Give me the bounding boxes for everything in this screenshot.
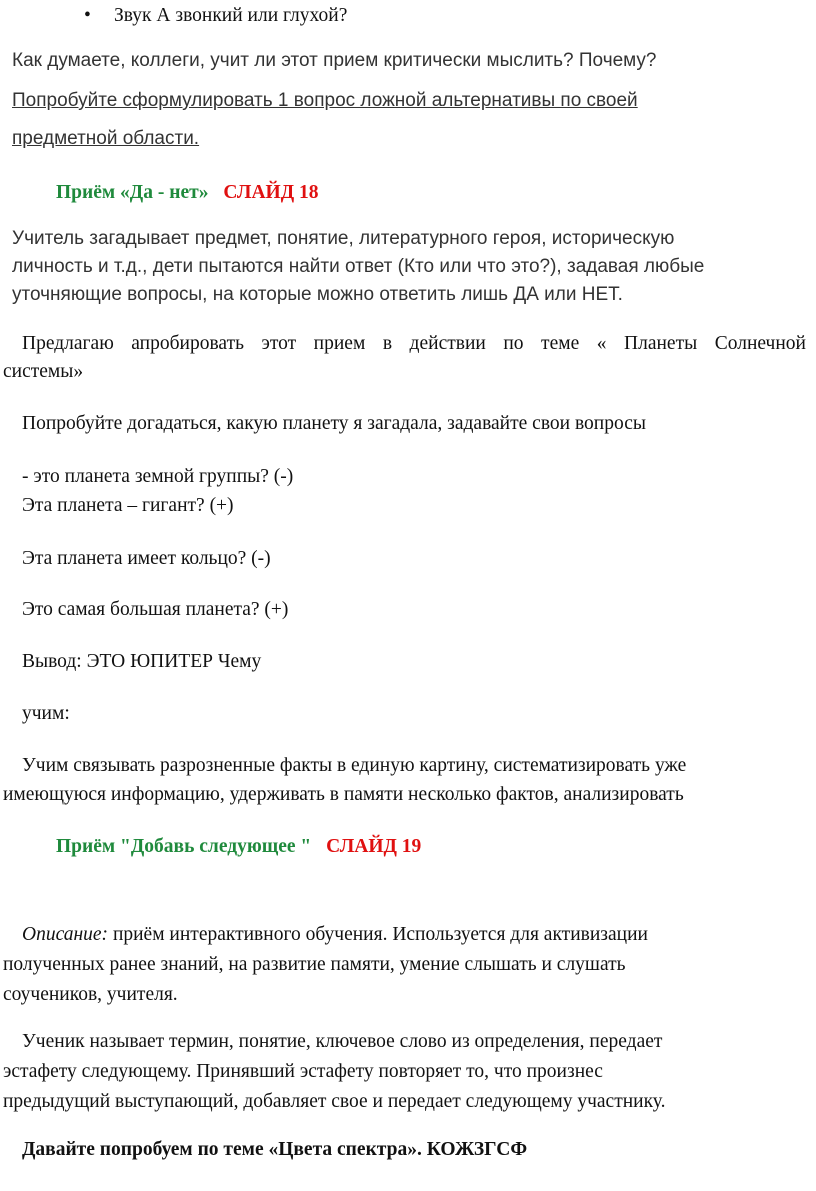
method-title: Приём "Добавь следующее " — [56, 836, 312, 857]
learn-text-line-1: Учим связывать разрозненные факты в единую картину, систематизировать уже — [22, 755, 687, 776]
conclusion — [22, 650, 261, 673]
offer-line-2: системы» — [3, 361, 84, 382]
description-text: приём интерактивного обучения. Используется для активизации — [112, 924, 648, 945]
method-desc-line-1: Учитель загадывает предмет, понятие, литературного героя, историческую — [12, 228, 675, 249]
description-line-3: соучеников, учителя. — [3, 984, 178, 1005]
question-item: Эта планета имеет кольцо? (-) — [22, 548, 271, 569]
try-line: Попробуйте догадаться, какую планету я загадала, задавайте свои вопросы — [22, 413, 646, 434]
question-item: Эта планета – гигант? (+) — [22, 495, 234, 516]
learn-label: учим: — [22, 703, 70, 724]
task-line-2: предметной области. — [12, 128, 200, 149]
description-line-1 — [22, 923, 648, 946]
learn-text-line-2: имеющуюся информацию, удерживать в памяти несколько фактов, анализировать — [3, 784, 684, 805]
description-line-2: полученных ранее знаний, на развитие памяти, умение слышать и слушать — [3, 954, 626, 975]
question-item: - это планета земной группы? (-) — [22, 466, 294, 487]
bullet-marker: • — [84, 5, 91, 26]
student-line-3: предыдущий выступающий, добавляет свое и передает следующему участнику. — [3, 1091, 666, 1112]
conclusion-tail: Чему — [217, 651, 262, 672]
description-label: Описание: — [22, 924, 109, 945]
method-desc-line-3: уточняющие вопросы, на которые можно ответить лишь ДА или НЕТ. — [12, 284, 623, 305]
offer-line-1: Предлагаю апробировать этот прием в действии по теме « Планеты Солнечной — [22, 333, 806, 354]
method-heading-yes-no — [56, 181, 319, 204]
bullet-text: Звук А звонкий или глухой? — [114, 5, 348, 26]
method-desc-line-2: личность и т.д., дети пытаются найти ответ (Кто или что это?), задавая любые — [12, 256, 705, 277]
conclusion-main: Вывод: ЭТО ЮПИТЕР — [22, 651, 213, 672]
question-item: Это самая большая планета? (+) — [22, 599, 289, 620]
method-title: Приём «Да - нет» — [56, 182, 209, 203]
student-line-1: Ученик называет термин, понятие, ключевое слово из определения, передает — [22, 1031, 663, 1052]
question-line: Как думаете, коллеги, учит ли этот прием критически мыслить? Почему? — [12, 50, 657, 71]
bullet-item — [84, 4, 347, 27]
final-line: Давайте попробуем по теме «Цвета спектра». КОЖЗГСФ — [22, 1139, 528, 1160]
student-line-2: эстафету следующему. Принявший эстафету повторяет то, что произнес — [3, 1061, 603, 1082]
task-line-1: Попробуйте сформулировать 1 вопрос ложной альтернативы по своей — [12, 90, 638, 111]
method-heading-add-next — [56, 835, 421, 858]
slide-number: СЛАЙД 18 — [223, 182, 319, 203]
slide-number: СЛАЙД 19 — [326, 836, 422, 857]
